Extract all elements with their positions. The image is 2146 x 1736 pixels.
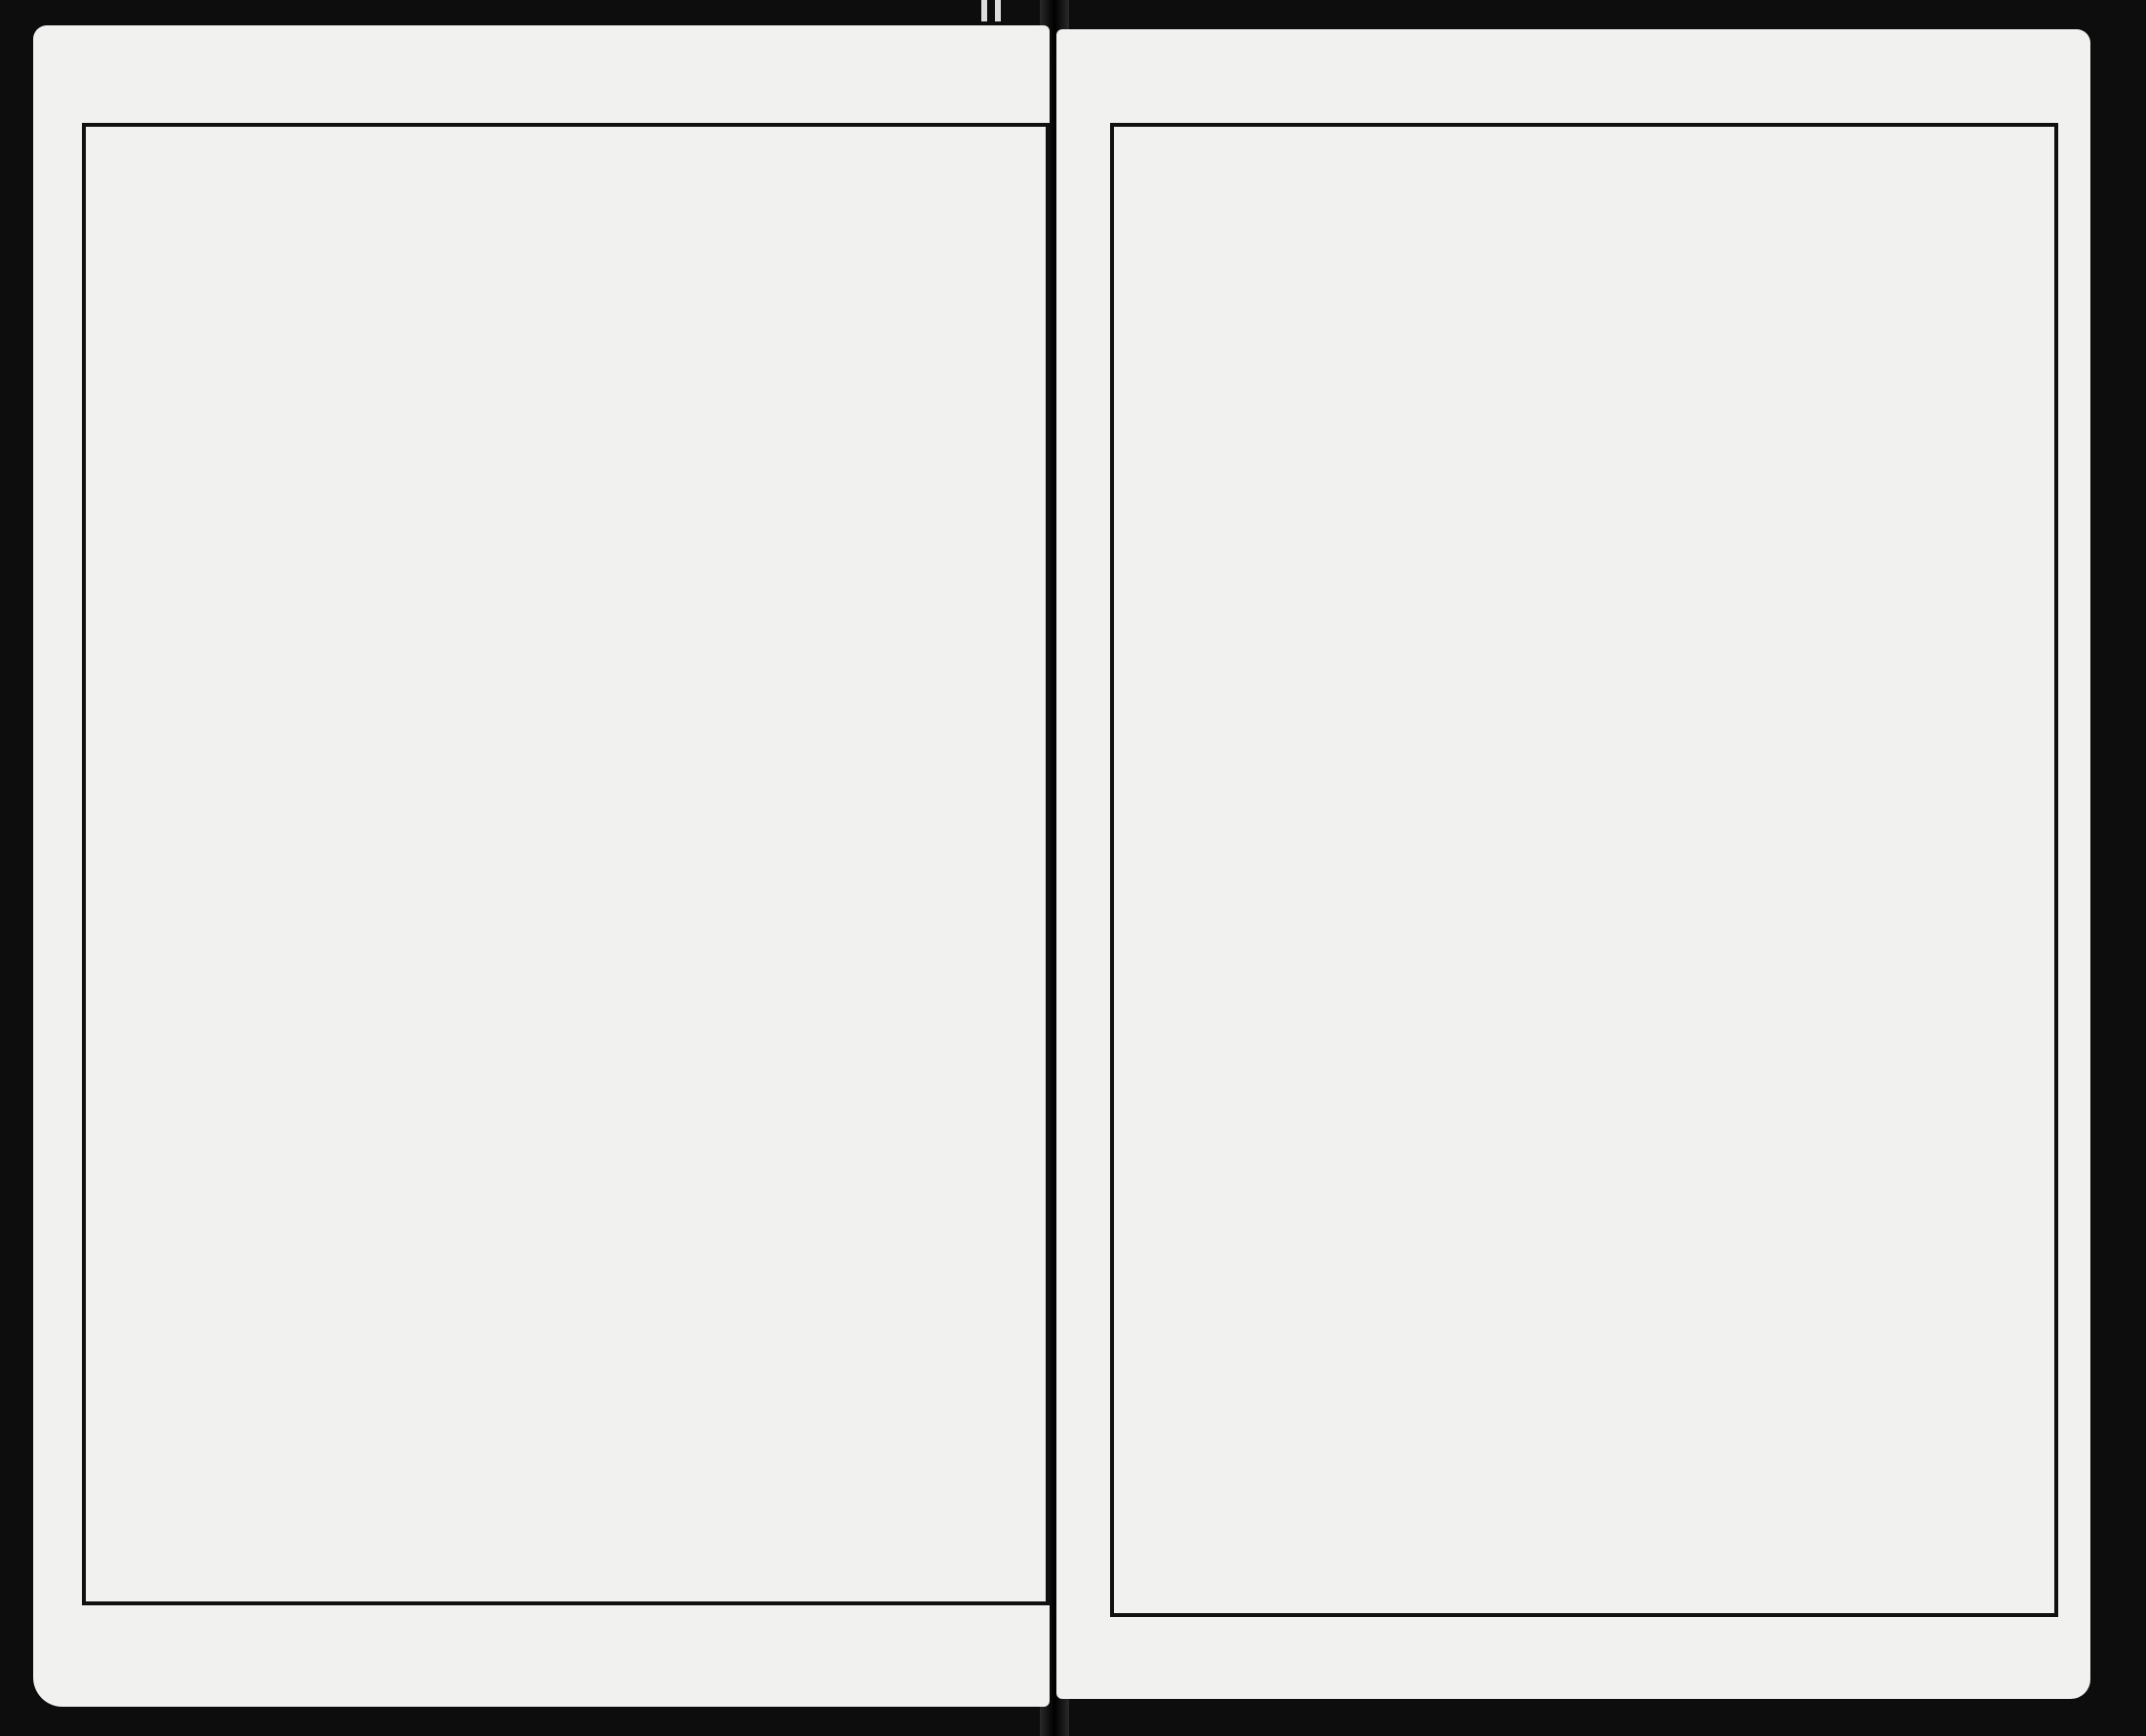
right-page xyxy=(1056,29,2090,1699)
spine-mark xyxy=(981,0,987,21)
right-ledger-table xyxy=(1110,123,2058,1617)
left-page xyxy=(33,25,1050,1707)
spine-mark xyxy=(995,0,1001,21)
left-ledger-table xyxy=(82,123,1050,1605)
